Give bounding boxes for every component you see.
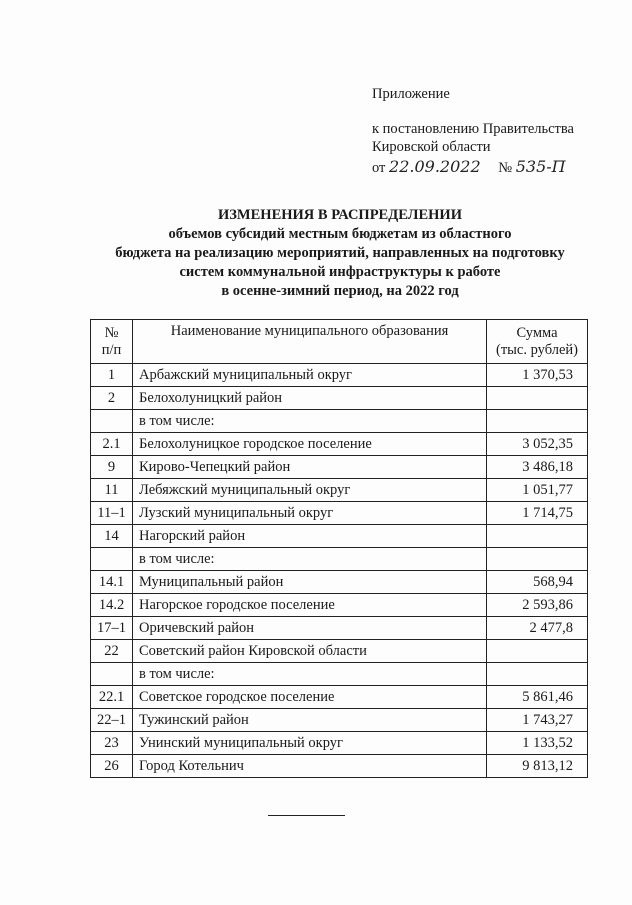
title-line: в осенне-зимний период, на 2022 год (221, 283, 459, 299)
row-name: Советское городское поселение (133, 686, 487, 709)
row-sum (487, 410, 588, 433)
row-number: 17–1 (91, 617, 133, 640)
row-number: 11–1 (91, 502, 133, 525)
table-row (91, 686, 588, 709)
row-sum (487, 387, 588, 410)
title-line: объемов субсидий местным бюджетам из областного (168, 226, 512, 242)
title-line: систем коммунальной инфраструктуры к работе (179, 264, 501, 280)
row-sum: 1 133,52 (487, 732, 588, 755)
row-sum (487, 640, 588, 663)
row-sum: 3 486,18 (487, 456, 588, 479)
date-prefix: от (372, 160, 386, 176)
header-number: № п/п (91, 320, 133, 364)
row-number (91, 663, 133, 686)
row-sum: 3 052,35 (487, 433, 588, 456)
row-sum: 1 714,75 (487, 502, 588, 525)
table-row (91, 732, 588, 755)
row-name: Кирово-Чепецкий район (133, 456, 487, 479)
table-row (91, 663, 588, 686)
row-number: 14 (91, 525, 133, 548)
row-sum (487, 548, 588, 571)
subsidy-table (90, 319, 588, 778)
row-sum: 5 861,46 (487, 686, 588, 709)
table-row (91, 387, 588, 410)
row-name: Тужинский район (133, 709, 487, 732)
row-name: в том числе: (133, 410, 487, 433)
appendix-line-1: к постановлению Правительства (372, 121, 574, 137)
title-line: ИЗМЕНЕНИЯ В РАСПРЕДЕЛЕНИИ (218, 207, 462, 223)
row-name: Город Котельнич (133, 755, 487, 778)
appendix-line-2: Кировской области (372, 139, 491, 155)
table-row (91, 571, 588, 594)
row-sum: 9 813,12 (487, 755, 588, 778)
row-number: 26 (91, 755, 133, 778)
table-header-row (91, 320, 588, 364)
row-sum (487, 663, 588, 686)
row-name: Унинский муниципальный округ (133, 732, 487, 755)
row-name: Лебяжский муниципальный округ (133, 479, 487, 502)
row-name: Муниципальный район (133, 571, 487, 594)
row-number (91, 548, 133, 571)
table-row (91, 433, 588, 456)
row-number: 23 (91, 732, 133, 755)
table-row (91, 410, 588, 433)
row-number: 14.2 (91, 594, 133, 617)
row-name: Оричевский район (133, 617, 487, 640)
row-sum: 1 743,27 (487, 709, 588, 732)
row-number: 9 (91, 456, 133, 479)
row-name: Арбажский муниципальный округ (133, 364, 487, 387)
row-name: в том числе: (133, 548, 487, 571)
header-sum: Сумма (тыс. рублей) (487, 320, 588, 364)
row-name: Лузский муниципальный округ (133, 502, 487, 525)
table-row (91, 548, 588, 571)
row-sum (487, 525, 588, 548)
row-sum: 2 593,86 (487, 594, 588, 617)
row-sum: 2 477,8 (487, 617, 588, 640)
row-number: 22–1 (91, 709, 133, 732)
row-name: Белохолуницкое городское поселение (133, 433, 487, 456)
handwritten-number: 535-П (515, 157, 566, 176)
row-number: 14.1 (91, 571, 133, 594)
row-name: Нагорское городское поселение (133, 594, 487, 617)
row-number (91, 410, 133, 433)
handwritten-date: 22.09.2022 (389, 157, 481, 176)
document-title (60, 206, 620, 301)
row-name: Нагорский район (133, 525, 487, 548)
row-sum: 1 051,77 (487, 479, 588, 502)
appendix-label: Приложение (372, 86, 450, 102)
table-row (91, 617, 588, 640)
table-row (91, 456, 588, 479)
row-name: в том числе: (133, 663, 487, 686)
table-row (91, 709, 588, 732)
end-divider (268, 815, 345, 816)
number-prefix: № (498, 160, 513, 176)
row-sum: 568,94 (487, 571, 588, 594)
row-number: 2 (91, 387, 133, 410)
row-name: Советский район Кировской области (133, 640, 487, 663)
appendix-date-line (372, 157, 566, 177)
row-number: 2.1 (91, 433, 133, 456)
table-row (91, 525, 588, 548)
row-number: 22 (91, 640, 133, 663)
row-sum: 1 370,53 (487, 364, 588, 387)
row-number: 11 (91, 479, 133, 502)
table-row (91, 479, 588, 502)
table-row (91, 502, 588, 525)
row-name: Белохолуницкий район (133, 387, 487, 410)
header-name: Наименование муниципального образования (133, 320, 487, 364)
table-row (91, 640, 588, 663)
table-row (91, 364, 588, 387)
row-number: 1 (91, 364, 133, 387)
table-row (91, 755, 588, 778)
title-line: бюджета на реализацию мероприятий, направленных на подготовку (115, 245, 565, 261)
row-number: 22.1 (91, 686, 133, 709)
table-row (91, 594, 588, 617)
